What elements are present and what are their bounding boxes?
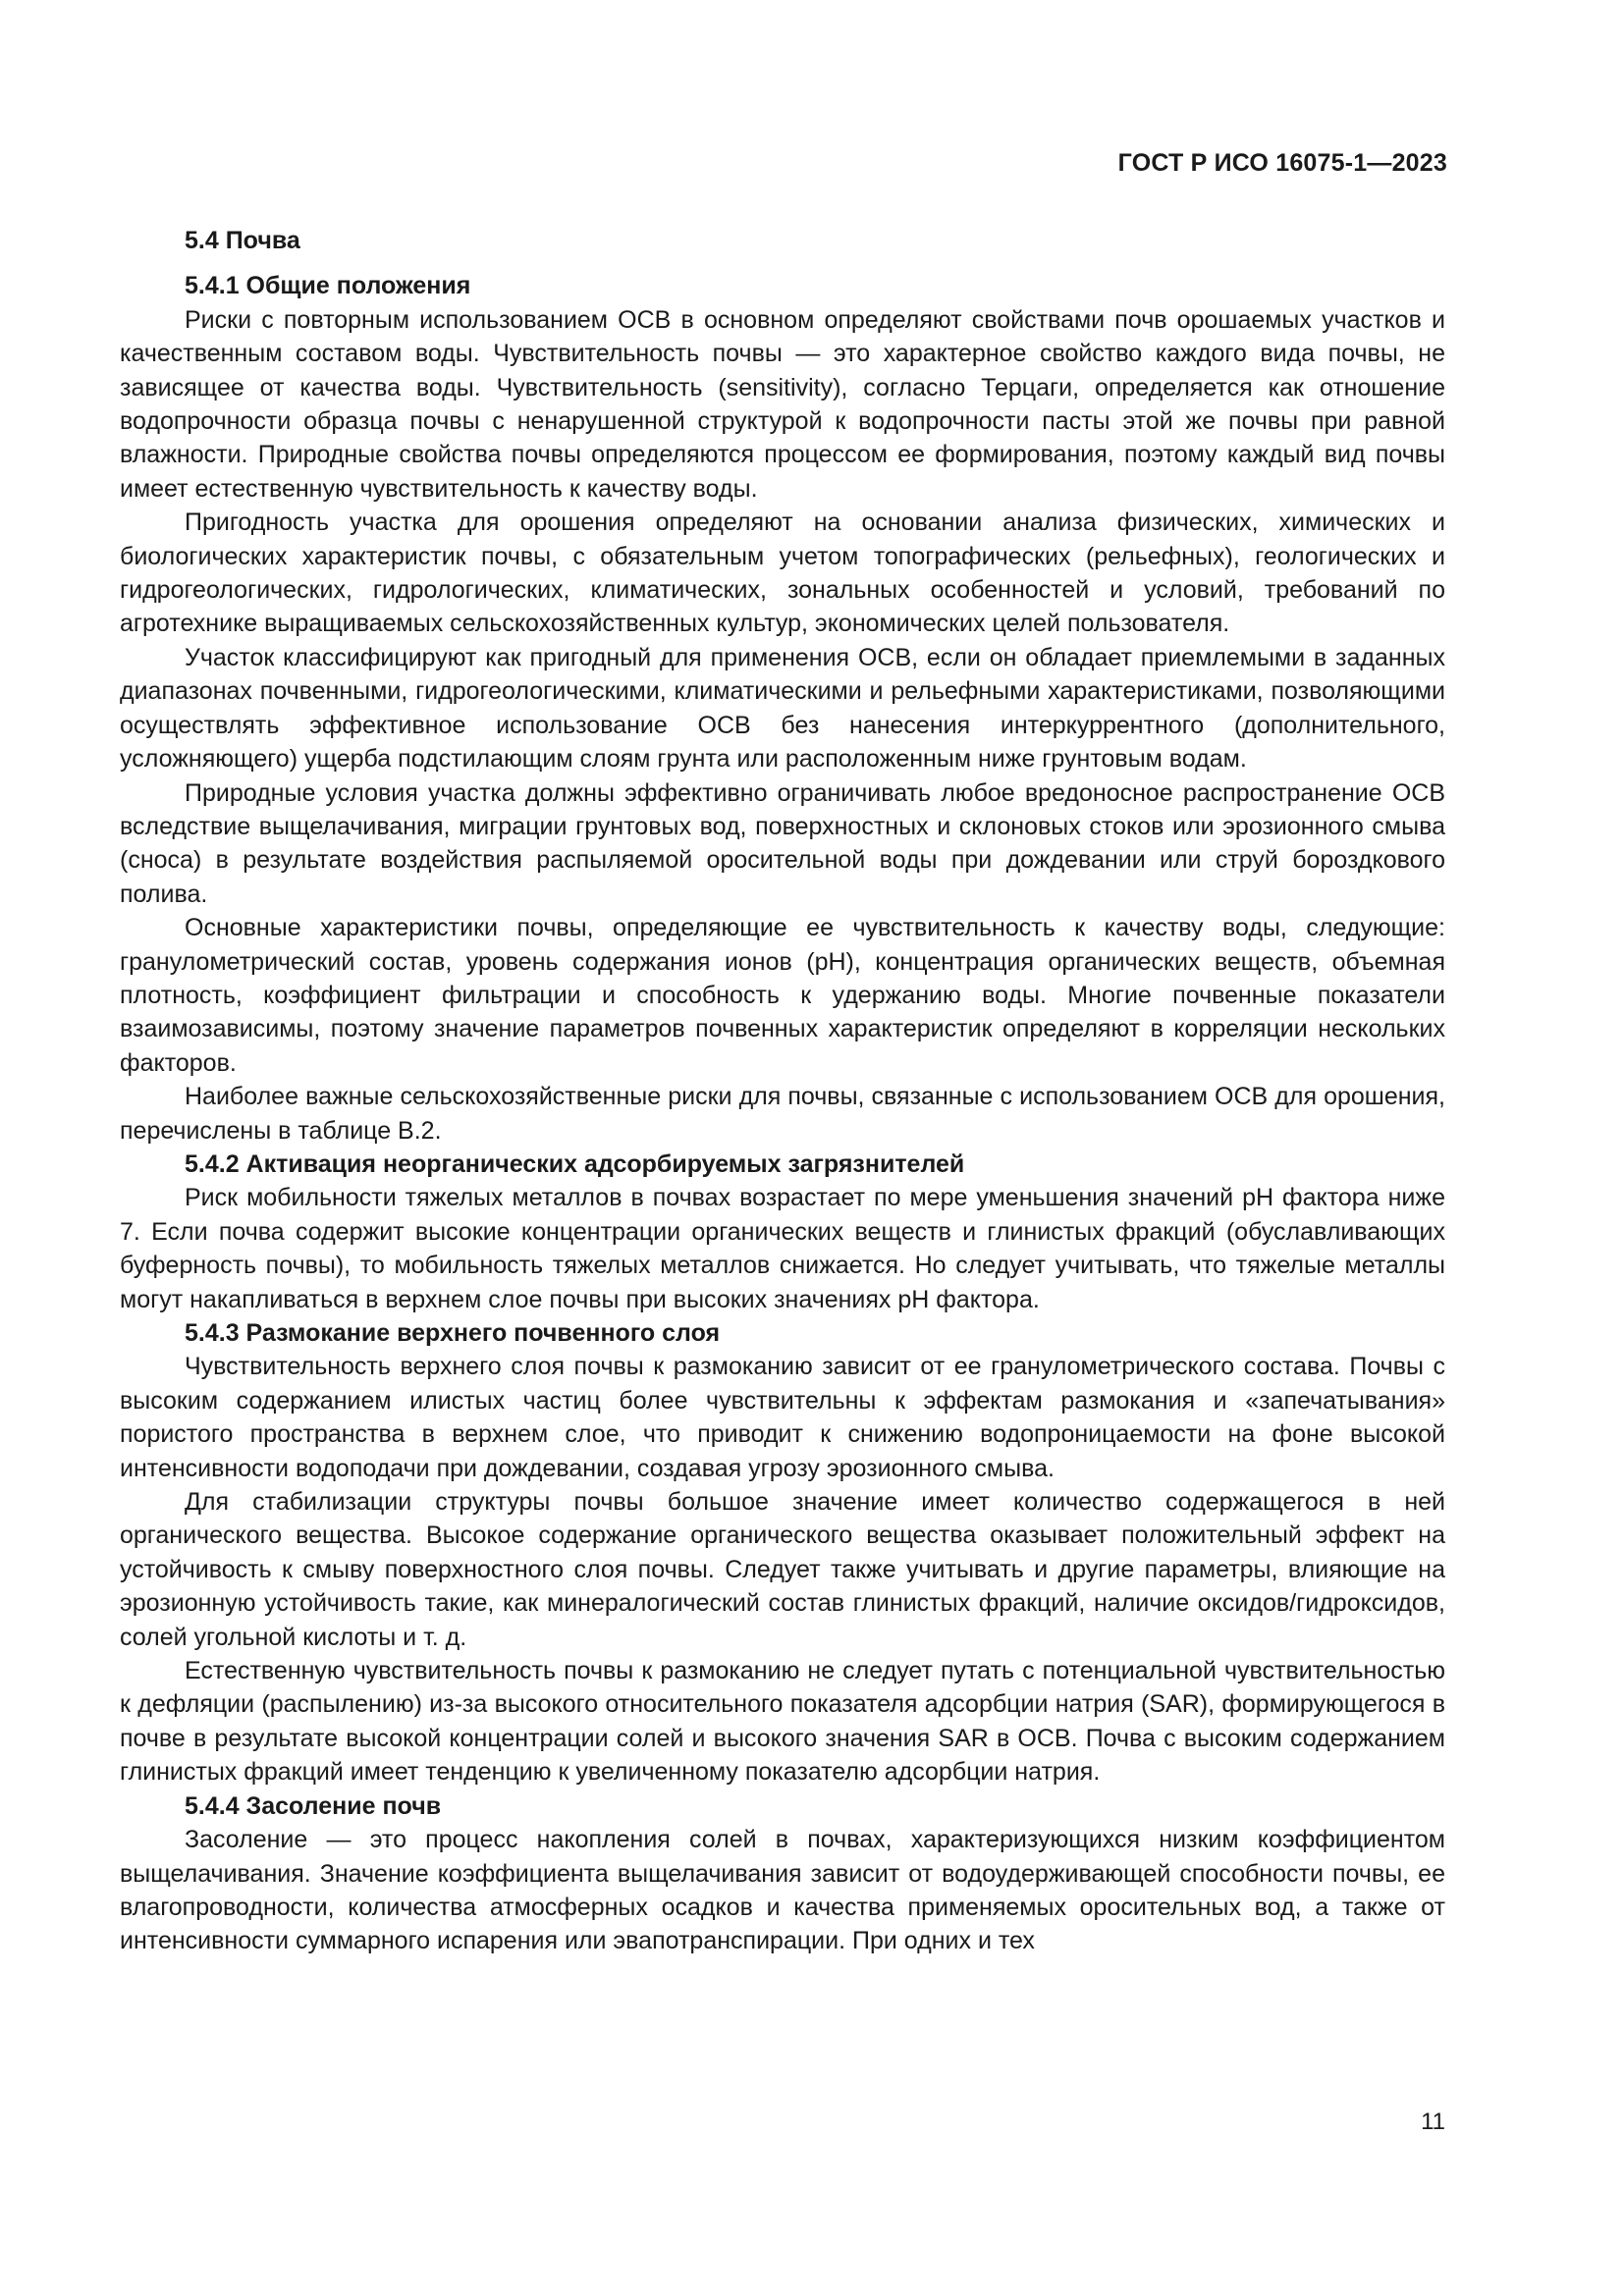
paragraph: Засоление — это процесс накопления солей в почвах, характеризующихся низким коэффициентом выщелачивания. Значение коэффициента выщелачивания зависит от водоудерживающей способности почвы, ее влагопроводности, количества атмосферных осадков и качества применяемых оросительных вод, а также от интенсивности суммарного испарения или эвапотранспирации. При одних и тех (120, 1826, 1445, 1955)
paragraph: Риски с повторным использованием ОСВ в основном определяют свойствами почв орошаемых участков и качественным составом воды. Чувствительность почвы — это характерное свойство каждого вида почвы, не зависящее от качества воды. Чувствительность (sensitivity), согласно Терцаги, определяется как отношение водопрочности образца почвы с ненарушенной структурой к водопрочности пасты этой же почвы при равной влажности. Природные свойства почвы определяются процессом ее формирования, поэтому каждый вид почвы имеет естественную чувствительность к качеству воды. (120, 305, 1445, 503)
paragraph: Для стабилизации структуры почвы большое значение имеет количество содержащегося в ней органического вещества. Высокое содержание органического вещества оказывает положительный эффект на устойчивость к смыву поверхностного слоя почвы. Следует также учитывать и другие параметры, влияющие на эрозионную устойчивость такие, как минералогический состав глинистых фракций, наличие оксидов/гидроксидов, солей угольной кислоты и т. д. (120, 1488, 1445, 1651)
subsection-title-5-4-4: 5.4.4 Засоление почв (185, 1791, 442, 1820)
document-body (120, 224, 1445, 1958)
paragraph: Участок классифицируют как пригодный для применения ОСВ, если он обладает приемлемыми в заданных диапазонах почвенными, гидрогеологическими, климатическими и рельефными характеристиками, позволяющими осуществлять эффективное использование ОСВ без нанесения интеркуррентного (дополнительного, усложняющего) ущерба подстилающим слоям грунта или расположенным ниже грунтовым водам. (120, 643, 1445, 774)
paragraph: Чувствительность верхнего слоя почвы к размоканию зависит от ее гранулометрического состава. Почвы с высоким содержанием илистых частиц более чувствительны к эффектам размокания и «запечатывания» пористого пространства в верхнем слое, что приводит к снижению водопроницаемости на фоне высокой интенсивности водоподачи при дождевании, создавая угрозу эрозионного смыва. (120, 1353, 1445, 1482)
section-title: 5.4 Почва (185, 227, 300, 254)
page-number: 11 (1421, 2109, 1445, 2135)
subsection-title-5-4-2: 5.4.2 Активация неорганических адсорбируемых загрязнителей (185, 1149, 965, 1178)
subsection-title-5-4-3: 5.4.3 Размокание верхнего почвенного слоя (185, 1319, 721, 1347)
paragraph: Пригодность участка для орошения определяют на основании анализа физических, химических и биологических характеристик почвы, с обязательным учетом топографических (рельефных), геологических и гидрогеологических, гидрологических, климатических, зональных особенностей и условий, требований по агротехнике выращиваемых сельскохозяйственных культур, экономических целей пользователя. (120, 508, 1445, 638)
paragraph: Риск мобильности тяжелых металлов в почвах возрастает по мере уменьшения значений pH фактора ниже 7. Если почва содержит высокие концентрации органических веществ и глинистых фракций (обуславливающих буферность почвы), то мобильность тяжелых металлов снижается. Но следует учитывать, что тяжелые металлы могут накапливаться в верхнем слое почвы при высоких значениях pH фактора. (120, 1184, 1445, 1313)
paragraph: Наиболее важные сельскохозяйственные риски для почвы, связанные с использованием ОСВ для орошения, перечислены в таблице В.2. (120, 1083, 1445, 1145)
subsection-title-5-4-1: 5.4.1 Общие положения (185, 272, 471, 300)
paragraph: Природные условия участка должны эффективно ограничивать любое вредоносное распространение ОСВ вследствие выщелачивания, миграции грунтовых вод, поверхностных и склоновых стоков или эрозионного смыва (сноса) в результате воздействия распыляемой оросительной воды при дождевании или струй бороздкового полива. (120, 778, 1445, 908)
paragraph: Естественную чувствительность почвы к размоканию не следует путать с потенциальной чувствительностью к дефляции (распылению) из-за высокого относительного показателя адсорбции натрия (SAR), формирующегося в почве в результате высокой концентрации солей и высокого значения SAR в ОСВ. Почва с высоким содержанием глинистых фракций имеет тенденцию к увеличенному показателю адсорбции натрия. (120, 1657, 1445, 1787)
document-code-header: ГОСТ Р ИСО 16075-1—2023 (1117, 149, 1447, 177)
paragraph: Основные характеристики почвы, определяющие ее чувствительность к качеству воды, следующие: гранулометрический состав, уровень содержания ионов (pH), концентрация органических веществ, объемная плотность, коэффициент фильтрации и способность к удержанию воды. Многие почвенные показатели взаимозависимы, поэтому значение параметров почвенных характеристик определяют в корреляции нескольких факторов. (120, 914, 1445, 1077)
